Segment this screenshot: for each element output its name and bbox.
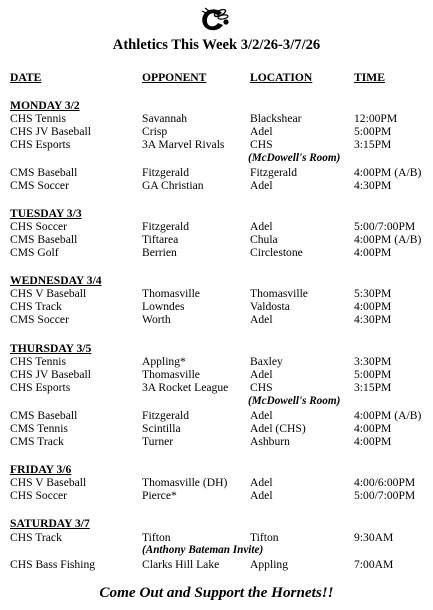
row-time: 4:00/6:00PM	[354, 476, 416, 489]
row-time: 4:00PM	[354, 300, 392, 313]
row-location: Adel	[250, 489, 273, 502]
row-team: CMS Tennis	[10, 422, 68, 435]
row-location: Adel	[250, 476, 273, 489]
location-note: (McDowell's Room)	[248, 395, 341, 407]
row-location: Adel	[250, 179, 273, 192]
row-team: CHS Bass Fishing	[10, 558, 96, 571]
row-time: 5:00PM	[354, 125, 392, 138]
row-location: Blackshear	[250, 112, 302, 125]
row-team: CHS Soccer	[10, 489, 67, 502]
row-opponent: Tifton	[142, 531, 171, 544]
row-opponent: 3A Rocket League	[142, 381, 229, 394]
row-time: 4:00PM	[354, 246, 392, 259]
row-time: 5:00PM	[354, 368, 392, 381]
row-location: Circlestone	[250, 246, 303, 259]
row-location: Adel	[250, 368, 273, 381]
row-location: Baxley	[250, 355, 283, 368]
header-opponent: OPPONENT	[142, 71, 207, 84]
row-time: 7:00AM	[354, 558, 394, 571]
row-time: 4:00PM	[354, 435, 392, 448]
table-row	[0, 166, 433, 180]
row-opponent: Crisp	[142, 125, 168, 138]
row-location: CHS	[250, 138, 273, 151]
row-time: 5:00/7:00PM	[354, 489, 416, 502]
table-row	[0, 125, 433, 139]
row-opponent: Fitzgerald	[142, 166, 190, 179]
table-row	[0, 489, 433, 503]
row-time: 3:15PM	[354, 381, 392, 394]
row-time: 9:30AM	[354, 531, 394, 544]
row-location: Ashburn	[250, 435, 290, 448]
row-team: CHS Tennis	[10, 112, 66, 125]
row-team: CHS V Baseball	[10, 476, 87, 489]
row-opponent: Thomasville	[142, 368, 200, 381]
row-team: CHS Track	[10, 531, 62, 544]
row-team: CHS JV Baseball	[10, 125, 91, 138]
table-row	[0, 409, 433, 423]
row-team: CHS JV Baseball	[10, 368, 91, 381]
row-opponent: Berrien	[142, 246, 177, 259]
header-date: DATE	[10, 71, 42, 84]
table-row	[0, 138, 433, 152]
day-heading-thursday: THURSDAY 3/5	[10, 342, 92, 355]
row-team: CMS Baseball	[10, 233, 78, 246]
day-heading-friday: FRIDAY 3/6	[10, 463, 72, 476]
row-team: CMS Baseball	[10, 409, 78, 422]
table-row	[0, 422, 433, 436]
row-time: 4:30PM	[354, 313, 392, 326]
footer-slogan: Come Out and Support the Hornets!!	[99, 584, 334, 601]
row-location: Valdosta	[250, 300, 290, 313]
row-opponent: 3A Marvel Rivals	[142, 138, 225, 151]
table-row	[0, 355, 433, 369]
row-opponent: Thomasville (DH)	[142, 476, 228, 489]
row-opponent: Worth	[142, 313, 171, 326]
day-heading-monday: MONDAY 3/2	[10, 99, 80, 112]
row-opponent: GA Christian	[142, 179, 204, 192]
row-location: Fitzgerald	[250, 166, 298, 179]
row-location: CHS	[250, 381, 273, 394]
location-note: (McDowell's Room)	[248, 152, 341, 164]
hornet-logo	[196, 4, 232, 34]
row-time: 3:30PM	[354, 355, 392, 368]
row-location: Tifton	[250, 531, 279, 544]
header-location: LOCATION	[250, 71, 313, 84]
row-time: 4:30PM	[354, 179, 392, 192]
table-row	[0, 246, 433, 260]
row-team: CHS Soccer	[10, 220, 67, 233]
row-opponent: Appling*	[142, 355, 186, 368]
row-team: CMS Soccer	[10, 313, 69, 326]
row-location: Adel	[250, 125, 273, 138]
row-opponent: Scintilla	[142, 422, 181, 435]
row-time: 5:00/7:00PM	[354, 220, 416, 233]
row-team: CHS V Baseball	[10, 287, 87, 300]
row-opponent: Fitzgerald	[142, 220, 190, 233]
row-opponent: Turner	[142, 435, 174, 448]
row-team: CMS Baseball	[10, 166, 78, 179]
row-location: Adel	[250, 313, 273, 326]
table-row	[0, 112, 433, 126]
row-team: CMS Track	[10, 435, 64, 448]
table-row	[0, 435, 433, 449]
row-location: Appling	[250, 558, 289, 571]
row-location: Adel	[250, 220, 273, 233]
table-row	[0, 313, 433, 327]
row-location: Adel	[250, 409, 273, 422]
table-row	[0, 300, 433, 314]
row-opponent: Lowndes	[142, 300, 185, 313]
row-team: CHS Tennis	[10, 355, 66, 368]
row-opponent: Savannah	[142, 112, 188, 125]
row-team: CMS Soccer	[10, 179, 69, 192]
row-team: CHS Track	[10, 300, 62, 313]
day-heading-wednesday: WEDNESDAY 3/4	[10, 274, 102, 287]
row-team: CHS Esports	[10, 381, 71, 394]
row-location: Thomasville	[250, 287, 308, 300]
row-opponent: Fitzgerald	[142, 409, 190, 422]
row-opponent: Thomasville	[142, 287, 200, 300]
row-time: 4:00PM	[354, 422, 392, 435]
table-row	[0, 558, 433, 572]
row-opponent: Clarks Hill Lake	[142, 558, 220, 571]
row-opponent: Pierce*	[142, 489, 177, 502]
page-title: Athletics This Week 3/2/26-3/7/26	[112, 37, 321, 53]
table-row	[0, 233, 433, 247]
row-team: CMS Golf	[10, 246, 59, 259]
table-row	[0, 368, 433, 382]
table-row	[0, 179, 433, 193]
header-time: TIME	[354, 71, 385, 84]
row-opponent: Tiftarea	[142, 233, 179, 246]
row-time: 3:15PM	[354, 138, 392, 151]
day-heading-tuesday: TUESDAY 3/3	[10, 207, 82, 220]
row-time: 4:00PM (A/B)	[354, 409, 422, 422]
row-time: 4:00PM (A/B)	[354, 166, 422, 179]
row-team: CHS Esports	[10, 138, 71, 151]
row-time: 4:00PM (A/B)	[354, 233, 422, 246]
day-heading-saturday: SATURDAY 3/7	[10, 517, 90, 530]
table-row	[0, 381, 433, 395]
table-row	[0, 476, 433, 490]
row-location: Chula	[250, 233, 278, 246]
row-time: 12:00PM	[354, 112, 398, 125]
row-location: Adel (CHS)	[250, 422, 306, 435]
table-row	[0, 287, 433, 301]
table-row	[0, 531, 433, 545]
event-note: (Anthony Bateman Invite)	[142, 544, 264, 556]
table-row	[0, 220, 433, 234]
row-time: 5:30PM	[354, 287, 392, 300]
